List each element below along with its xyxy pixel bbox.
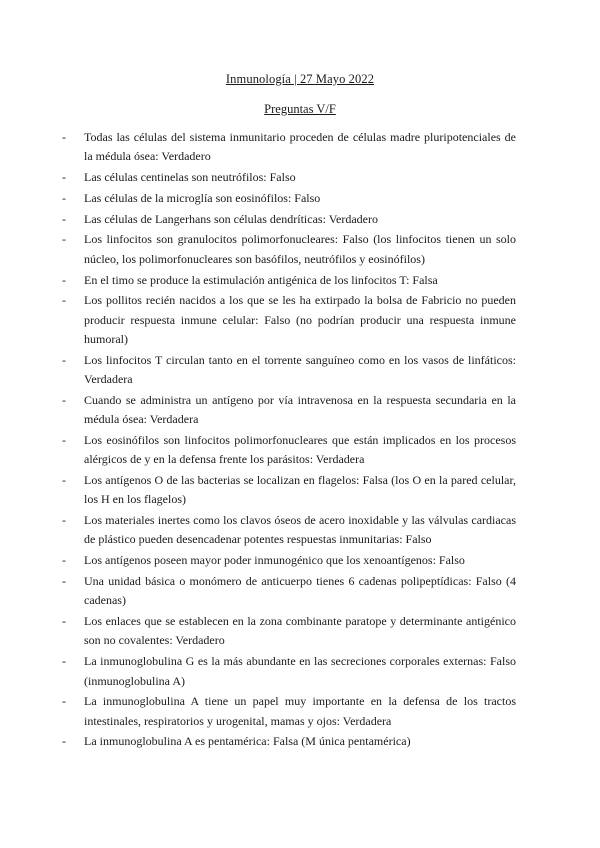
list-item	[56, 652, 516, 691]
list-item	[56, 351, 516, 390]
list-item	[56, 732, 516, 751]
question-list	[56, 128, 516, 753]
bullet-dash: -	[62, 654, 66, 669]
bullet-dash: -	[62, 170, 66, 185]
bullet-dash: -	[62, 614, 66, 629]
list-item	[56, 572, 516, 611]
bullet-dash: -	[62, 574, 66, 589]
list-item-text: En el timo se produce la estimulación antigénica de los linfocitos T: Falsa	[84, 272, 438, 287]
list-item	[56, 692, 516, 731]
bullet-dash: -	[62, 130, 66, 144]
list-item-text: La inmunoglobulina G es la más abundante en las secreciones corporales externas: Falso (inmunoglobulina A)	[84, 654, 516, 688]
list-item-text: Los pollitos recién nacidos a los que se les ha extirpado la bolsa de Fabricio no pueden producir respuesta inmune celular: Falso (no podrían producir una respuesta inmune humoral)	[84, 293, 516, 346]
list-item	[56, 168, 516, 187]
bullet-dash: -	[62, 694, 66, 709]
bullet-dash: -	[62, 734, 66, 749]
list-item	[56, 271, 516, 290]
list-item-text: Los eosinófilos son linfocitos polimorfonucleares que están implicados en los procesos alérgicos de y en la defensa frente los parásitos: Verdadera	[84, 432, 516, 467]
list-item	[56, 612, 516, 651]
list-item	[56, 511, 516, 550]
list-item-text: Los linfocitos T circulan tanto en el torrente sanguíneo como en los vasos de linfáticos: Verdadera	[84, 352, 516, 387]
list-item	[56, 551, 516, 570]
bullet-dash: -	[62, 513, 66, 528]
list-item-text: Todas las células del sistema inmunitario proceden de células madre pluripotenciales de la médula ósea: Verdadero	[84, 130, 516, 164]
bullet-dash: -	[62, 473, 66, 488]
list-item-text: Los linfocitos son granulocitos polimorfonucleares: Falso (los linfocitos tienen un solo núcleo, los polimorfonucleares son basófilos, neutrófilos y eosinófilos)	[84, 232, 516, 266]
list-item	[56, 291, 516, 349]
list-item-text: Los materiales inertes como los clavos óseos de acero inoxidable y las válvulas cardiacas de plástico pueden desencadenar potentes respuestas inmunitarias: Falso	[84, 513, 516, 547]
list-item-text: Las células centinelas son neutrófilos: Falso	[84, 170, 296, 185]
document-title: Inmunología | 27 Mayo 2022	[225, 72, 375, 86]
list-item	[56, 391, 516, 430]
list-item	[56, 471, 516, 510]
list-item	[56, 189, 516, 208]
list-item-text: Las células de Langerhans son células dendríticas: Verdadero	[84, 211, 378, 226]
list-item	[56, 128, 516, 167]
list-item-text: Los antígenos poseen mayor poder inmunogénico que los xenoantígenos: Falso	[84, 553, 465, 568]
bullet-dash: -	[62, 232, 66, 247]
list-item	[56, 210, 516, 229]
list-item-text: La inmunoglobulina A es pentamérica: Falsa (M única pentamérica)	[84, 734, 411, 749]
bullet-dash: -	[62, 272, 66, 287]
bullet-dash: -	[62, 190, 66, 205]
list-item-text: Los enlaces que se establecen en la zona combinante paratope y determinante antigénico son no covalentes: Verdadero	[84, 614, 516, 648]
bullet-dash: -	[62, 553, 66, 568]
list-item	[56, 431, 516, 470]
bullet-dash: -	[62, 432, 66, 447]
list-item-text: Los antígenos O de las bacterias se localizan en flagelos: Falsa (los O en la pared celular, los H en los flagelos)	[84, 473, 516, 507]
list-item-text: La inmunoglobulina A tiene un papel muy importante en la defensa de los tractos intestinales, respiratorios y urogenital, mamas y ojos: Verdadera	[84, 694, 516, 728]
list-item-text: Las células de la microglía son eosinófilos: Falso	[84, 190, 321, 205]
list-item	[56, 230, 516, 269]
list-item-text: Una unidad básica o monómero de anticuerpo tienes 6 cadenas polipeptídicas: Falso (4 cadenas)	[84, 574, 516, 608]
bullet-dash: -	[62, 293, 66, 308]
list-item-text: Cuando se administra un antígeno por vía intravenosa en la respuesta secundaria en la médula ósea: Verdadera	[84, 392, 516, 427]
bullet-dash: -	[62, 392, 66, 407]
bullet-dash: -	[62, 211, 66, 226]
section-title: Preguntas V/F	[264, 102, 336, 116]
bullet-dash: -	[62, 352, 66, 367]
